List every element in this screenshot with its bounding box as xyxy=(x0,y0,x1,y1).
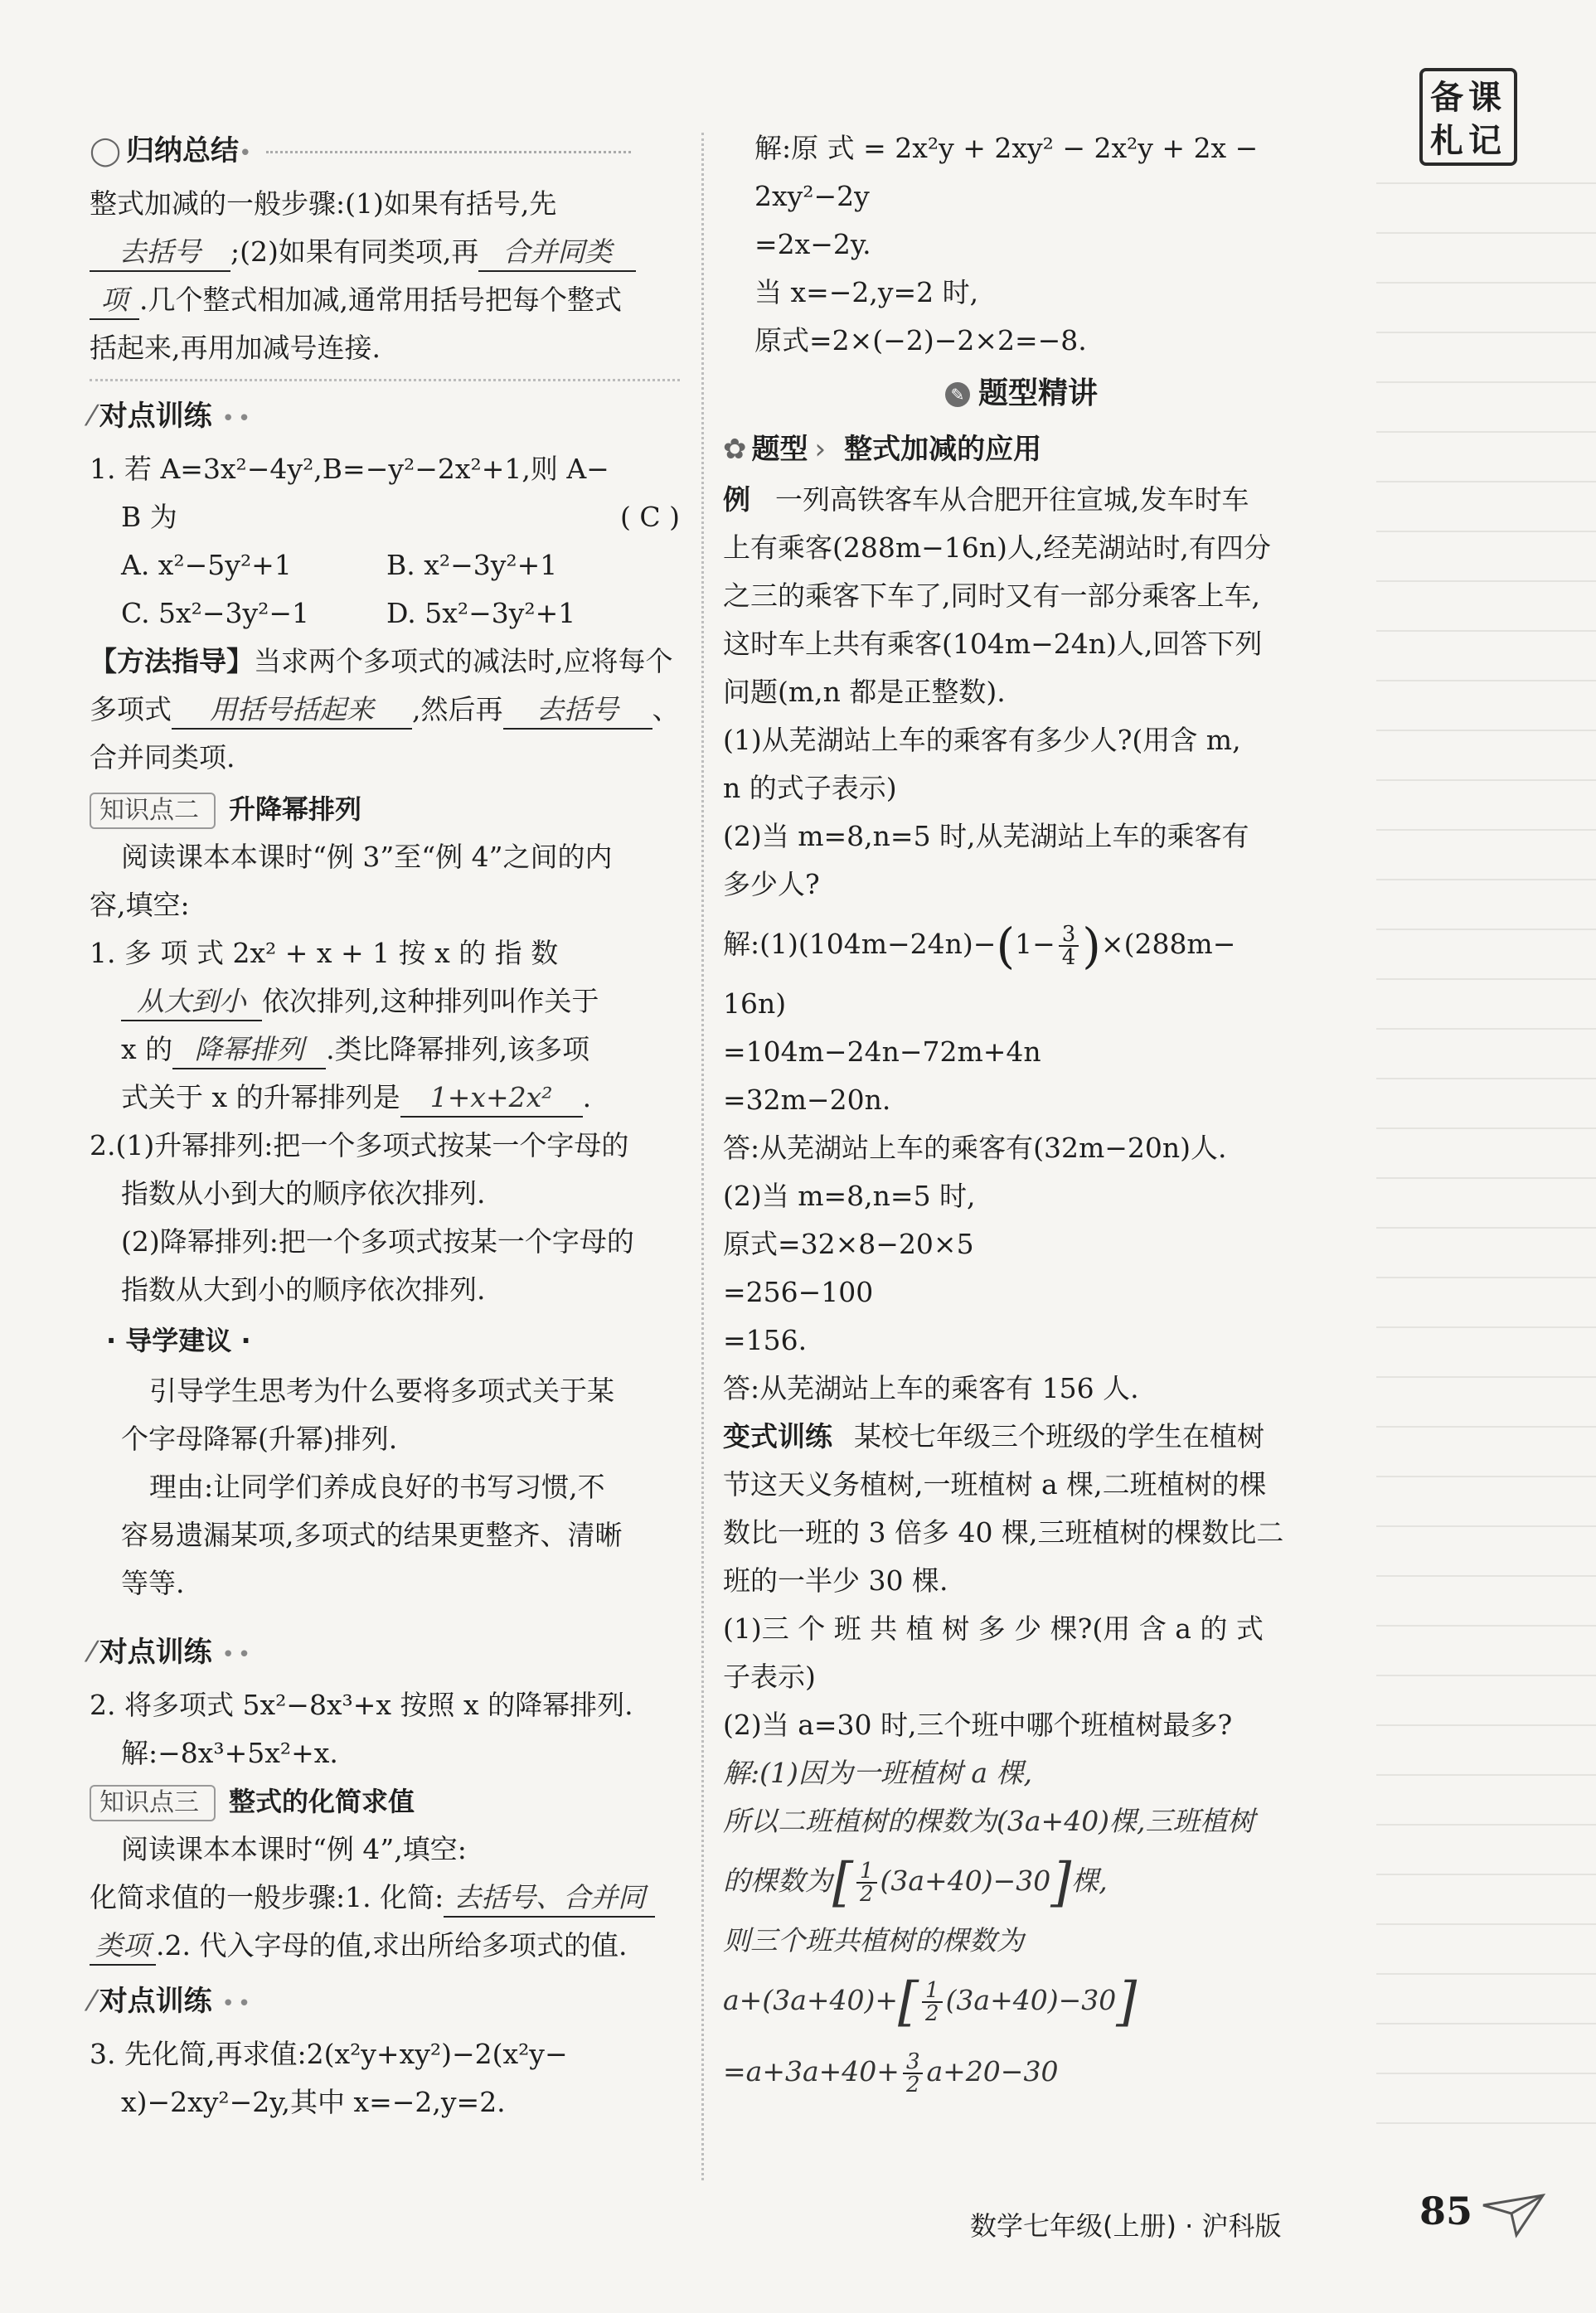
column-divider xyxy=(701,133,704,2180)
variant-answer-line: 则三个班共植树的棵数为 xyxy=(723,1924,1024,1957)
practice-heading-text: 对点训练 xyxy=(99,1636,212,1669)
paper-plane-icon xyxy=(1480,2189,1546,2238)
pencil-icon: ⁄ xyxy=(90,1985,95,2018)
type-title: 整式加减的应用 xyxy=(844,433,1042,466)
variant-answer-text: =a+3a+40+ xyxy=(723,2055,900,2088)
option-c: C. 5x²−3y²−1 xyxy=(121,597,310,629)
variant-answer-line xyxy=(723,1845,1320,1917)
note-line xyxy=(1376,1923,1596,1925)
note-line xyxy=(1376,431,1596,433)
answer-blank: 项 xyxy=(90,282,139,320)
pencil-icon: ⁄ xyxy=(90,400,95,433)
fraction xyxy=(903,2051,924,2096)
solution-line: 原式=32×8−20×5 xyxy=(723,1228,974,1260)
solution-line: 解:(1)(104m−24n)−(1− $\frac{3}{4}$ )×(288m− xyxy=(723,918,1236,974)
note-line xyxy=(1376,1874,1596,1875)
note-line xyxy=(1376,481,1596,482)
answer-blank: 类项 xyxy=(90,1928,156,1966)
item-line: 指数从大到小的顺序依次排列. xyxy=(121,1273,486,1306)
answer-blank: 1+x+2x² xyxy=(400,1079,583,1118)
item-text: .类比降幂排列,该多项 xyxy=(326,1033,590,1065)
chevron-right-icon: › xyxy=(814,433,827,466)
fraction-denominator: 2 xyxy=(925,2001,939,2026)
item-line xyxy=(90,977,680,1026)
solution-line: 答:从芜湖站上车的乘客有(32m−20n)人. xyxy=(723,1132,1227,1164)
note-line xyxy=(1376,879,1596,880)
note-line xyxy=(1376,1973,1596,1975)
guide-line: 等等. xyxy=(121,1567,185,1599)
heading-dots: •• xyxy=(221,1991,255,2016)
guide-line: 引导学生思考为什么要将多项式关于某 xyxy=(149,1375,614,1407)
item-text: . xyxy=(582,1081,592,1113)
knowledge-point-header xyxy=(90,1777,680,1826)
leaf-icon: ✿ xyxy=(723,433,747,466)
question-text: B 为 xyxy=(121,501,177,533)
method-line xyxy=(90,638,680,686)
guide-line: 个字母降幂(升幂)排列. xyxy=(121,1423,398,1455)
note-line xyxy=(1376,282,1596,284)
variant-answer-line xyxy=(723,2036,1320,2107)
section-badge-icon: ✎ xyxy=(945,382,970,407)
summary-line xyxy=(90,228,680,276)
fraction-numerator: 3 xyxy=(1059,924,1079,947)
summary-text: .几个整式相加减,通常用括号把每个整式 xyxy=(139,284,622,316)
variant-answer-line: 所以二班植树的棵数为(3a+40)棵,三班植树 xyxy=(723,1805,1255,1837)
note-line xyxy=(1376,1426,1596,1428)
summary-section xyxy=(90,124,680,381)
summary-line: 整式加减的一般步骤:(1)如果有括号,先 xyxy=(90,187,557,220)
option-a: A. x²−5y²+1 xyxy=(121,549,292,581)
variant-line: (1)三 个 班 共 植 树 多 少 棵?(用 含 a 的 式 xyxy=(723,1612,1264,1645)
bracket: [ xyxy=(898,1971,919,2033)
left-column xyxy=(90,124,680,2126)
example-text: 一列高铁客车从合肥开往宣城,发车时车 xyxy=(775,483,1249,516)
lesson-notes-stamp xyxy=(1419,68,1517,166)
example-line: (1)从芜湖站上车的乘客有多少人?(用含 m, xyxy=(723,724,1241,756)
note-line xyxy=(1376,2122,1596,2124)
note-line xyxy=(1376,2023,1596,2024)
note-line xyxy=(1376,182,1596,184)
paren: ) xyxy=(1082,918,1101,974)
variant-answer-line xyxy=(723,1965,1320,2036)
variant-answer-text: a+20−30 xyxy=(926,2055,1059,2088)
solution-line: 答:从芜湖站上车的乘客有 156 人. xyxy=(723,1372,1139,1404)
solution-line: =32m−20n. xyxy=(723,1084,891,1116)
solution-line: =104m−24n−72m+4n xyxy=(723,1035,1041,1068)
fraction-denominator: 2 xyxy=(905,2073,920,2097)
note-line xyxy=(1376,1774,1596,1776)
variant-line: 子表示) xyxy=(723,1661,816,1693)
notes-ruled-area xyxy=(1376,182,1596,2180)
solution-line: 当 x=−2,y=2 时, xyxy=(754,276,979,308)
note-line xyxy=(1376,2073,1596,2074)
item-text: 式关于 x 的升幂排列是 xyxy=(121,1081,400,1113)
answer-blank: 合并同类 xyxy=(478,234,636,272)
variant-text: 某校七年级三个班级的学生在植树 xyxy=(854,1420,1264,1452)
note-line xyxy=(1376,978,1596,980)
knowledge-point-tag: 知识点三 xyxy=(90,1785,216,1821)
note-line xyxy=(1376,1277,1596,1278)
note-line xyxy=(1376,1376,1596,1378)
solution-line: 解:原 式 = 2x²y + 2xy² − 2x²y + 2x − xyxy=(754,132,1259,164)
heading-dots: •• xyxy=(221,406,255,431)
summary-line: 括起来,再用加减号连接. xyxy=(90,332,381,364)
variant-line: (2)当 a=30 时,三个班中哪个班植树最多? xyxy=(723,1709,1233,1741)
fraction-numerator: 1 xyxy=(856,1860,877,1884)
fraction xyxy=(1059,924,1079,968)
example-line: n 的式子表示) xyxy=(723,772,897,804)
answer-blank: 用括号括起来 xyxy=(172,691,412,730)
fraction-denominator: 4 xyxy=(1061,945,1076,970)
variant-answer-text: 的棵数为 xyxy=(723,1864,832,1897)
note-line xyxy=(1376,1525,1596,1527)
note-line xyxy=(1376,580,1596,582)
item-line: 2.(1)升幂排列:把一个多项式按某一个字母的 xyxy=(90,1129,629,1161)
note-line xyxy=(1376,1227,1596,1229)
knowledge-point-title: 升降幂排列 xyxy=(229,793,362,825)
paren: ( xyxy=(996,918,1016,974)
right-column xyxy=(723,124,1320,2107)
heading-rule xyxy=(266,151,631,153)
example-label: 例 xyxy=(723,483,750,516)
method-line: 合并同类项. xyxy=(90,741,235,773)
answer-blank: 去括号 xyxy=(503,691,652,730)
note-line xyxy=(1376,332,1596,333)
question-line xyxy=(90,493,680,541)
note-line xyxy=(1376,680,1596,681)
practice-heading xyxy=(90,390,680,445)
fraction-denominator: 2 xyxy=(859,1882,874,1907)
note-line xyxy=(1376,1724,1596,1726)
practice-heading xyxy=(90,1626,680,1681)
note-line xyxy=(1376,1675,1596,1676)
note-line xyxy=(1376,1476,1596,1477)
answer-blank: 降幂排列 xyxy=(172,1031,326,1069)
option-d: D. 5x²−3y²+1 xyxy=(386,597,576,629)
step-text: .2. 代入字母的值,求出所给多项式的值. xyxy=(156,1929,628,1961)
example-line: 问题(m,n 都是正整数). xyxy=(723,676,1006,708)
variant-answer-line: 解:(1)因为一班植树 a 棵, xyxy=(723,1757,1033,1789)
fraction xyxy=(856,1860,877,1905)
variant-answer-text: a+(3a+40)+ xyxy=(723,1984,899,2016)
note-line xyxy=(1376,630,1596,632)
note-line xyxy=(1376,1127,1596,1129)
read-line: 阅读课本本课时“例 4”,填空: xyxy=(121,1833,467,1865)
question-line: 2. 将多项式 5x²−8x³+x 按照 x 的降幂排列. xyxy=(90,1689,633,1721)
guide-heading: · 导学建议 · xyxy=(106,1325,251,1356)
note-line xyxy=(1376,1177,1596,1179)
note-line xyxy=(1376,1078,1596,1079)
step-text: 化简求值的一般步骤:1. 化简: xyxy=(90,1881,444,1913)
variant-line xyxy=(723,1413,1320,1461)
example-line: 上有乘客(288m−16n)人,经芜湖站时,有四分 xyxy=(723,531,1271,564)
answer-blank: 去括号 xyxy=(90,234,230,272)
solution-line: 原式=2×(−2)−2×2=−8. xyxy=(754,324,1087,356)
fraction-numerator: 3 xyxy=(903,2051,924,2074)
item-text: x 的 xyxy=(121,1033,173,1065)
note-line xyxy=(1376,531,1596,532)
step-line xyxy=(90,1922,680,1970)
leaf-icon: ◯ xyxy=(90,134,122,167)
practice-heading xyxy=(90,1975,680,2030)
options-row xyxy=(90,589,680,638)
read-line: 容,填空: xyxy=(90,889,190,921)
question-line: 3. 先化简,再求值:2(x²y+xy²)−2(x²y− xyxy=(90,2038,568,2070)
note-line xyxy=(1376,232,1596,234)
section-title xyxy=(723,365,1320,423)
practice-heading-text: 对点训练 xyxy=(99,1985,212,2018)
solution-line: =156. xyxy=(723,1324,808,1356)
bracket: ] xyxy=(1116,1971,1138,2033)
knowledge-point-header xyxy=(90,785,680,833)
stamp-text: 备课札记 xyxy=(1430,79,1506,160)
options-row xyxy=(90,541,680,589)
variant-line: 班的一半少 30 棵. xyxy=(723,1564,948,1597)
question-line: x)−2xy²−2y,其中 x=−2,y=2. xyxy=(121,2086,506,2118)
example-line: 多少人? xyxy=(723,868,820,900)
solution-text: 解:(1)(104m−24n)− xyxy=(723,928,997,960)
item-line: 1. 多 项 式 2x² + x + 1 按 x 的 指 数 xyxy=(90,937,559,969)
guide-line: 理由:让同学们养成良好的书写习惯,不 xyxy=(149,1471,605,1503)
variant-answer-text: 棵, xyxy=(1071,1864,1108,1897)
bracket: ] xyxy=(1050,1852,1072,1913)
note-line xyxy=(1376,381,1596,383)
note-line xyxy=(1376,1028,1596,1030)
solution-text: ×(288m− xyxy=(1100,928,1236,960)
item-line: 指数从小到大的顺序依次排列. xyxy=(121,1177,486,1210)
variant-line: 数比一班的 3 倍多 40 棵,三班植树的棵数比二 xyxy=(723,1516,1284,1549)
example-line: 之三的乘客下车了,同时又有一部分乘客上车, xyxy=(723,579,1260,612)
method-line xyxy=(90,686,680,734)
type-header xyxy=(723,423,1320,476)
example-line xyxy=(723,476,1320,524)
note-line xyxy=(1376,1824,1596,1826)
fraction xyxy=(922,1980,943,2024)
method-text: 、 xyxy=(652,693,680,725)
note-line xyxy=(1376,1326,1596,1328)
type-label: 题型 xyxy=(751,433,808,466)
example-line: 这时车上共有乘客(104m−24n)人,回答下列 xyxy=(723,628,1263,660)
summary-heading-text: 归纳总结 xyxy=(126,134,240,167)
note-line xyxy=(1376,1575,1596,1577)
read-line: 阅读课本本课时“例 3”至“例 4”之间的内 xyxy=(121,841,613,873)
item-line: (2)降幂排列:把一个多项式按某一个字母的 xyxy=(121,1225,634,1258)
step-line xyxy=(90,1874,680,1922)
variant-line: 节这天义务植树,一班植树 a 棵,二班植树的棵 xyxy=(723,1468,1267,1501)
guide-line: 容易遗漏某项,多项式的结果更整齐、清晰 xyxy=(121,1519,623,1551)
item-text: 依次排列,这种排列叫作关于 xyxy=(262,985,599,1017)
answer-line: 解:−8x³+5x²+x. xyxy=(121,1737,338,1769)
item-line xyxy=(90,1026,680,1074)
knowledge-point-title: 整式的化简求值 xyxy=(229,1786,415,1817)
note-line xyxy=(1376,929,1596,930)
note-line xyxy=(1376,829,1596,831)
pencil-icon: ⁄ xyxy=(90,1636,95,1669)
question-line: 1. 若 A=3x²−4y²,B=−y²−2x²+1,则 A− xyxy=(90,453,609,485)
page-footer: 数学七年级(上册) · 沪科版 xyxy=(970,2210,1282,2242)
knowledge-point-tag: 知识点二 xyxy=(90,793,216,829)
method-text: 多项式 xyxy=(90,693,172,725)
solution-line: =2x−2y. xyxy=(754,228,871,260)
variant-answer-text: (3a+40)−30 xyxy=(945,1984,1117,2016)
heading-dots: •• xyxy=(221,1642,255,1667)
variant-label: 变式训练 xyxy=(723,1420,832,1452)
summary-text: ;(2)如果有同类项,再 xyxy=(230,235,479,268)
answer-blank: 去括号、合并同 xyxy=(444,1879,655,1918)
bracket: [ xyxy=(832,1852,853,1913)
choice-answer: ( C ) xyxy=(620,501,680,533)
answer-blank: 从大到小 xyxy=(121,983,262,1021)
method-text: ,然后再 xyxy=(412,693,503,725)
example-line: (2)当 m=8,n=5 时,从芜湖站上车的乘客有 xyxy=(723,820,1249,852)
practice-heading-text: 对点训练 xyxy=(99,400,212,433)
heading-dots: • xyxy=(239,141,255,166)
solution-line: 16n) xyxy=(723,987,787,1020)
summary-heading xyxy=(90,124,680,180)
item-line xyxy=(90,1074,680,1122)
solution-line: =256−100 xyxy=(723,1276,874,1308)
section-title-text: 题型精讲 xyxy=(977,376,1098,410)
method-label: 【方法指导】 xyxy=(90,645,254,677)
note-line xyxy=(1376,1625,1596,1627)
method-text: 当求两个多项式的减法时,应将每个 xyxy=(254,645,673,677)
option-b: B. x²−3y²+1 xyxy=(386,549,558,581)
note-line xyxy=(1376,779,1596,781)
page-number: 85 xyxy=(1419,2189,1473,2233)
fraction-numerator: 1 xyxy=(922,1980,943,2003)
note-line xyxy=(1376,730,1596,731)
solution-line: (2)当 m=8,n=5 时, xyxy=(723,1180,976,1212)
variant-answer-text: (3a+40)−30 xyxy=(880,1864,1051,1897)
solution-line: 2xy²−2y xyxy=(754,180,870,212)
summary-line xyxy=(90,276,680,324)
